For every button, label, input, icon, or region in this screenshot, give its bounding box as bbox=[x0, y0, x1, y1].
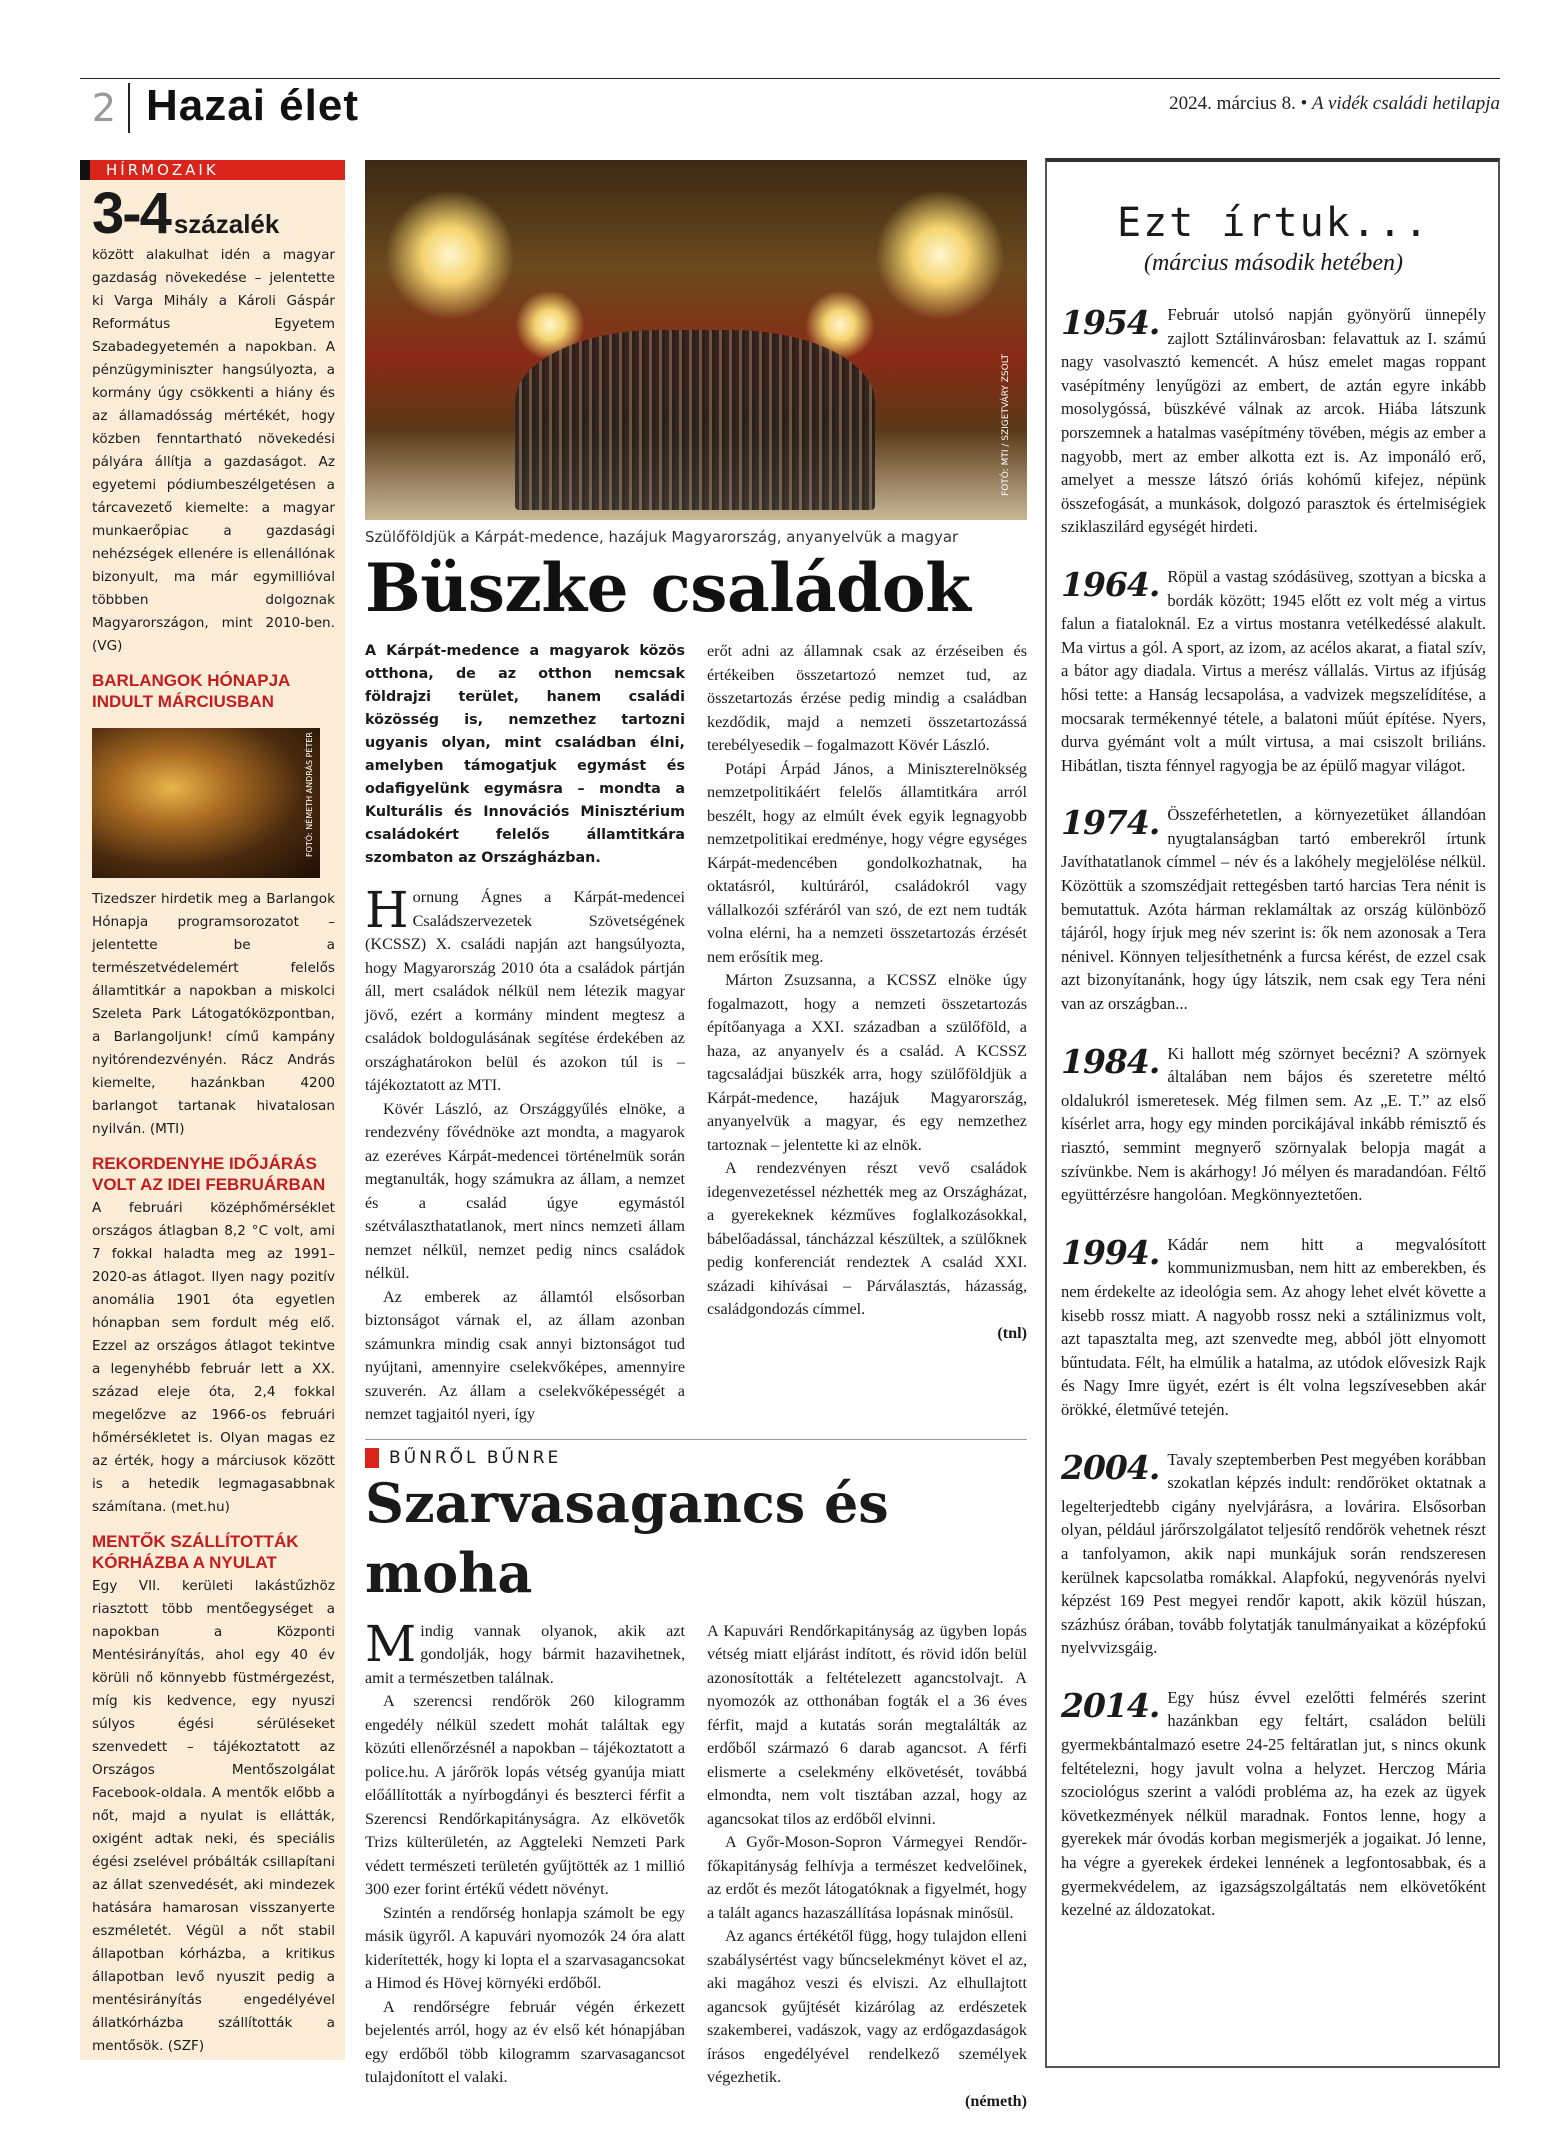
article-paragraph: A rendezvényen részt vevő családok idegenvezetéssel nézhették meg az Országházat, a gyerekeknek kézműves foglalkozásokkal, bábelőadással, táncházzal készültek, a szülőknek pedig konferenciát rendeztek A család XXI. századi kihívásai – Párválasztás, házasság, családgondozás címmel. bbox=[707, 1159, 1027, 1318]
divider bbox=[365, 1439, 1027, 1440]
dateline bbox=[1169, 93, 1500, 115]
archive-text: Összeférhetetlen, a környezetüket állandóan nyugtalanságban tartó emberekről írtunk Javíthatatlanok címmel – név és a lakóhely megjelölése nélkül. Közöttük a szomszédjait rettegésben tartó harcias Tera nénit is bemutattuk. Azóta hárman reklamáltak az ország különböző tájáról, hogy írjuk meg név szerint is: ők nem azonosak a Tera nénivel. Könnyen teljesíthetnénk a furcsa kérést, de ezzel csak azt bizonyítanánk, hogy úgy látszik, nem csak egy Tera néni van az országban... bbox=[1061, 805, 1486, 1014]
archive-year: 2014. bbox=[1061, 1685, 1160, 1725]
crime-paragraph-text: indig vannak olyanok, akik azt gondolják, hogy bármit hazavihetnek, amit a természetben találnak. bbox=[365, 1621, 685, 1687]
archive-text: Ki hallott még szörnyet becézni? A szörnyek általában nem bájos és szeretetre méltó oldalukról ismeretesek. Még filmen sem. Az „E. T.” az első kísérlet arra, hogy egy minden porcikájával inkább rémisztő és riasztó, semmint megnyerő szörnyalak belopja magát a szívünkbe. Nem is akárhogy! Jó mélyen és maradandóan. Féltő együttérzésre hangolóan. Megkönnyeztetően. bbox=[1061, 1043, 1486, 1205]
drop-cap: M bbox=[365, 1614, 417, 1673]
chandelier-right bbox=[875, 190, 1005, 320]
article-paragraph-text: ornung Ágnes a Kárpát-medencei Családszervezetek Szövetségének (KCSSZ) X. családi napján azt hangsúlyozta, hogy Magyarország 2010 óta a családok pártján áll, mert családok nélkül nem létezik magyar jövő, ezért a kormány mindent megtesz a családok boldogulásának segítése érdekében az országhatárokon belül és azokon túl is – tájékoztatott az MTI. bbox=[365, 888, 685, 1094]
crime-paragraph: A rendőrségre február végén érkezett bejelentés arról, hogy az év első két hónapjában egy erdőből több kilogramm szarvasagancsot tulajdonított el valaki. bbox=[365, 1997, 685, 2086]
crime-signature: (németh) bbox=[964, 2091, 1027, 2110]
crime-paragraph: A szerencsi rendőrök 260 kilogramm engedély nélkül szedett mohát találtak egy közúti ellenőrzésnél a napokban – tájékoztatott a police.hu. A járőrök lopás vétség gyanúja miatt előállították a nyírbogdányi és beszterci férfit a Szerencsi Rendőrkapitányságra. Az elkövetők Trizs külterületén, az Aggteleki Nemzeti Park védett természeti területén gyűjtötték az 1 millió 300 ezer forint értékű védett növényt. bbox=[365, 1692, 685, 1898]
crime-col-2 bbox=[707, 1620, 1027, 2114]
crime-headline: Szarvasagancs és moha bbox=[365, 1470, 889, 1605]
drop-cap: H bbox=[365, 881, 409, 939]
crime-paragraph bbox=[365, 1614, 685, 1691]
crime-col-1 bbox=[365, 1614, 685, 2114]
stat-text: között alakulhat idén a magyar gazdaság növekedése – jelentette ki Varga Mihály a Károli Gáspár Református Egyetem Szabadegyetemén a napokban. A pénzügyminiszter hangsúlyozta, a kormány úgy csökkenti a hiány és az államadósság mértékét, hogy közben fenntartható növekedési pályára állítja a gazdaságot. Az egyetemi pódiumbeszélgetésen a tárcavezető kiemelte: a magyar munkaerőpiac a gazdasági nehézségek ellenére is ellenállónak bizonyult, ma már egymillióval többben dolgoznak Magyarországon, mint 2010-ben. (VG) bbox=[92, 247, 335, 654]
page-number: 2 bbox=[80, 83, 130, 133]
section-title: Hazai élet bbox=[146, 81, 359, 130]
news-heading-caves: BARLANGOK HÓNAPJA INDULT MÁRCIUSBAN bbox=[92, 671, 290, 711]
parliament-photo bbox=[365, 160, 1027, 520]
crime-paragraph: Az agancs értékétől függ, hogy tulajdon elleni szabálysértést vagy bűncselekményt követ el az, aki magához veszi és elviszi. Az elhullajtott agancsok gyűjtését kizárólag az erdészetek szakemberei, vadászok, vagy az erdőgazdaságok írásos engedélyével rendelkező személyek végezhetik. bbox=[707, 1927, 1027, 2086]
archive-text: Egy húsz évvel ezelőtti felmérés szerint hazánkban egy feltárt, családon belüli gyermekbántalmazó esetre 24-25 feltáratlan jut, s nincs okunk feltételezni, hogy javult volna a helyzet. Herczog Mária szociológus szerint a valódi probléma az, ha ezek az ügyek következmények nélkül maradnak. Fontos lenne, hogy a gyerekek már óvodás korban megismerjék a jogaikat. Jó lenne, ha végre a gyerekek érdekei lennének a legfontosabbak, és a gyermekvédelem, az igazságszolgáltatás nem elkövetőként kezelné az áldozatokat. bbox=[1061, 1687, 1486, 1920]
archive-inner bbox=[1061, 200, 1486, 1922]
article-lead: A Kárpát-medence a magyarok közös otthona, de az otthon nemcsak földrajzi terület, hanem családi közösség is, nemzethez tartozni ugyanis olyan, mint családban élni, amelyben támogatjuk egymást és odafigyelünk egymásra – mondta a Kulturális és Innovációs Minisztérium családokért felelős államtitkára szombaton az Országházban. bbox=[365, 643, 685, 866]
kicker-marker bbox=[80, 160, 90, 180]
article-paragraph: Potápi Árpád János, a Miniszterelnökség nemzetpolitikáért felelős államtitkára arról beszélt, hogy az elmúlt évek egyik legnagyobb nemzetpolitikai eredménye, hogy végre egységes Kárpát-medencében gondolkozhatnak, ha oktatásról, kultúráról, családokról vagy vállalkozói szféráról van szó, de ezt nem tudták volna elérni, ha a nemzeti összetartozás érzését nem erősítik meg. bbox=[707, 759, 1027, 966]
crime-paragraph: Szintén a rendőrség honlapja számolt be egy másik ügyről. A kapuvári nyomozók 24 óra alatt kiderítették, hogy ki lopta el a szarvasagancsokat a Himod és Hövej környéki erdőből. bbox=[365, 1903, 685, 1992]
archive-year: 1984. bbox=[1061, 1041, 1160, 1081]
archive-text: Kádár nem hitt a megvalósított kommunizmusban, nem hitt az emberekben, és nem érdekelte az ideológia sem. Az ahogy lehet elvét követte a kisebb rossz miatt. A nagyobb rossz neki a sztálinizmus volt, azt tapasztalta meg, azt szenvedte meg, abból jött elnyomott bűntudata. Félt, ha elmúlik a hatalma, az utódok elővesizk Rajk és Nagy Imre ügyét, ezért is élt volna legszívesebben akár örökké, életművé tetején. bbox=[1061, 1234, 1486, 1419]
archive-entry bbox=[1061, 565, 1486, 777]
stat-unit: százalék bbox=[173, 209, 280, 239]
news-heading-rabbit: MENTŐK SZÁLLÍTOTTÁK KÓRHÁZBA A NYULAT bbox=[92, 1532, 299, 1572]
article-col-1 bbox=[365, 640, 685, 1427]
archive-entry bbox=[1061, 303, 1486, 539]
archive-entry bbox=[1061, 1042, 1486, 1207]
chandelier-left bbox=[385, 190, 515, 320]
archive-text: Február utolsó napján gyönyörű ünnepély zajlott Sztálinvárosban: felavattuk az I. számú nagy vasolvasztó kemencét. A húsz emelet magas roppant vasépítmény lenyűgözi az embert, de aztán egyre inkább mosolygóssá, büszkévé válnak az arcok. Hiába látszunk porszemnek a hatalmas vasépítmény tövében, mégis az ember a nagyobb, mert az ember alkotta ezt is. Az imponáló erő, amelyet a messze látszó óriás kohómű kifejez, népünk összefogását, a munkások, dolgozó parasztok és értelmiségiek sziklaszilárd egységét hirdeti. bbox=[1061, 305, 1486, 537]
crowd bbox=[515, 330, 875, 510]
news-text-weather: A februári középhőmérséklet országos átlagban 8,2 °C volt, ami 7 fokkal haladta meg az 1991–2020-as átlagot. Ilyen nagy pozitív anomália 1901 óta egyetlen hónapban sem fordult még elő. Ezzel az országos átlagot tekintve a legenyhébb február lett a XX. század eleje óta, 2,4 fokkal megelőzve az 1966-os februári hőmérsékletet is. Olyan magas ez az érték, hogy a márciusok között is a hetedik legmagasabbnak számítana. (met.hu) bbox=[92, 1200, 335, 1515]
news-text-caves: Tizedszer hirdetik meg a Barlangok Hónapja programsorozatot – jelentette be a természetvédelemért felelős államtitkár a napokban a miskolci Szeleta Park Látogatóközpontban, a Barlangoljunk! című kampány nyitórendezvényén. Rácz András kiemelte, hazánkban 4200 barlangot tartanak hivatalosan nyilván. (MTI) bbox=[92, 891, 335, 1137]
news-text-rabbit: Egy VII. kerületi lakástűzhöz riasztott több mentőegységet a napokban a Központi Mentésirányítás, ahol egy 40 év körüli nő könnyebb füstmérgezést, míg kis kedvence, egy nyuszi súlyos égési sérüléseket szenvedett – tájékoztatott az Országos Mentőszolgálat Facebook-oldala. A mentők előbb a nőt, majd a nyulat is ellátták, oxigént adtak neki, és speciális égési zselével próbálták csillapítani az állat szenvedését, aki mindezek hatására hamarosan visszanyerte eszméletét. Végül a nőt stabil állapotban kórházba, a kritikus állapotban levő nyuszit pedig a mentésirányítás engedélyével állatkórházba szállították a mentősök. (SZF) bbox=[92, 1578, 335, 2054]
kicker-square bbox=[365, 1448, 379, 1468]
archive-subtitle: (március második hetében) bbox=[1143, 250, 1404, 276]
article-signature: (tnl) bbox=[997, 1323, 1027, 1342]
masthead bbox=[80, 78, 1500, 134]
photo-caption: Szülőföldjük a Kárpát-medence, hazájuk Magyarország, anyanyelvük a magyar bbox=[365, 528, 959, 546]
news-heading-weather: REKORDENYHE IDŐJÁRÁS VOLT AZ IDEI FEBRUÁRBAN bbox=[92, 1154, 326, 1194]
stat-headline bbox=[80, 180, 345, 244]
article-col-2 bbox=[707, 640, 1027, 1427]
tagline: A vidék családi hetilapja bbox=[1311, 93, 1500, 114]
article-paragraph: Az emberek az államtól elsősorban biztonságot várnak el, az állam azonban számunkra mindig csak annyi biztonságot tud nyújtani, amennyire cselekvőképes, amennyire szuverén. Az állam a cselekvőképességét a nemzet tagjaitól nyeri, így bbox=[365, 1287, 685, 1423]
crime-kicker bbox=[365, 1448, 1027, 1468]
news-mosaic-column bbox=[80, 160, 345, 2060]
kicker-bar bbox=[80, 160, 345, 180]
hero-photo-credit: FOTÓ: MTI / SZIGETVÁRY ZSOLT bbox=[1001, 354, 1012, 496]
crime-kicker-label: BŰNRŐL BŰNRE bbox=[389, 1447, 562, 1468]
article-paragraph bbox=[365, 881, 685, 1098]
archive-year: 1954. bbox=[1061, 303, 1160, 342]
archive-text: Röpül a vastag szódásüveg, szottyan a bicska a bordák között; 1945 előtt ez volt még a virtus falun a fiataloknál. Ez a virtus mostanra vetélkedéssé alakult. Ma virtus a gól. A sport, az izom, az acélos akarat, a fiatal szív, a bátor agy diadala. Virtus a merész vállalás. Virtus az ifjúság hősi tette: a Hanság lecsapolása, a vadvizek megszelídítése, a mocsarak termékennyé tétele, a balatoni műút építése. Nyers, durva gyémánt volt a múlt virtusa, a mai csiszolt briliáns. Hibátlan, tiszta fénnyel ragyogja be az épülő magyar világot. bbox=[1061, 566, 1486, 775]
archive-entry bbox=[1061, 1233, 1486, 1422]
cave-photo-credit: FOTÓ: NÉMETH ANDRÁS PÉTER bbox=[305, 732, 315, 857]
article-paragraph: Kövér László, az Országgyűlés elnöke, a rendezvény fővédnöke azt mondta, a magyarok az ezeréves Kárpát-medencei történelmük során megtanulták, hogy számukra az állam, a nemzet és a család úgye egymástól szétválaszthatatlanok, mert nincs nemzeti állam nemzet nélkül, nemzet pedig nincs családok nélkül. bbox=[365, 1099, 685, 1282]
archive-entry bbox=[1061, 1686, 1486, 1922]
archive-title: Ezt írtuk... bbox=[1117, 200, 1430, 246]
archive-year: 2004. bbox=[1061, 1447, 1160, 1487]
article-body bbox=[365, 640, 1027, 1427]
kicker-label: HÍRMOZAIK bbox=[106, 161, 219, 179]
crime-body bbox=[365, 1614, 1027, 2114]
archive-box bbox=[1045, 158, 1500, 2068]
issue-date: 2024. március 8. • bbox=[1169, 93, 1308, 114]
article-paragraph: Márton Zsuzsanna, a KCSSZ elnöke úgy fogalmazott, hogy a nemzeti összetartozás építőanyaga a XXI. században a szülőföld, a haza, az anyanyelv és a család. A KCSSZ tagcsaládjai büszkék arra, hogy szülőföldjük a Kárpát-medence, hazájuk Magyarország, anyanyelvük a magyar, és egy nemzethez tartoznak – jelentette ki az elnök. bbox=[707, 971, 1027, 1154]
archive-entry bbox=[1061, 803, 1486, 1015]
archive-text: Tavaly szeptemberben Pest megyében korábban szokatlan képzés indult: rendőröket oktatnak a legelterjedtebb cigány nyelvjárásra, a lovárira. Elsősorban olyan, például járőrszolgálatot teljesítő rendőrök vehetnek részt a tanfolyamon, akik napi munkájuk során rendszeresen kerülnek kapcsolatba romákkal. Alapfokú, negyvenórás nyelvi képzést 169 Pest megyei rendőr kapott, akik közül húszan, százhúsz órában, tovább folytatják tanulmányaikat a középfokú nyelvvizsgáig. bbox=[1061, 1449, 1486, 1658]
crime-paragraph: A Kapuvári Rendőrkapitányság az ügyben lopás vétség miatt eljárást indított, és rövid időn belül azonosították a feltételezett agancstolvajt. A nyomozók az otthonában fogták el a 36 éves férfit, majd a kutatás során megtalálták az erdőből származó 6 darab agancsot. A férfi elismerte a cselekmény elkövetését, továbbá elmondta, nem volt tisztában azzal, hogy az agancsokat tilos az erdőből elvinni. bbox=[707, 1621, 1027, 1828]
archive-year: 1994. bbox=[1061, 1232, 1160, 1272]
archive-year: 1974. bbox=[1061, 803, 1160, 843]
article-headline: Büszke családok bbox=[365, 549, 971, 627]
archive-entry bbox=[1061, 1448, 1486, 1660]
cave-photo bbox=[92, 728, 320, 878]
main-articles bbox=[365, 160, 1027, 2113]
stat-number: 3-4 bbox=[92, 181, 170, 246]
article-paragraph: erőt adni az államnak csak az érzéseiben és értékeiben összetartozó nemzet tud, az összetartozás érzése pedig mindig a családban kezdődik, majd a nemzeti összetartozássá terebélyesedik – fogalmazott Kövér László. bbox=[707, 642, 1027, 754]
crime-paragraph: A Győr-Moson-Sopron Vármegyei Rendőr-főkapitányság felhívja a természet kedvelőinek, az erdőt és mezőt látogatóknak a figyelmét, hogy a talált agancs hazaszállítása lopásnak minősül. bbox=[707, 1833, 1027, 1922]
archive-year: 1964. bbox=[1061, 564, 1160, 604]
